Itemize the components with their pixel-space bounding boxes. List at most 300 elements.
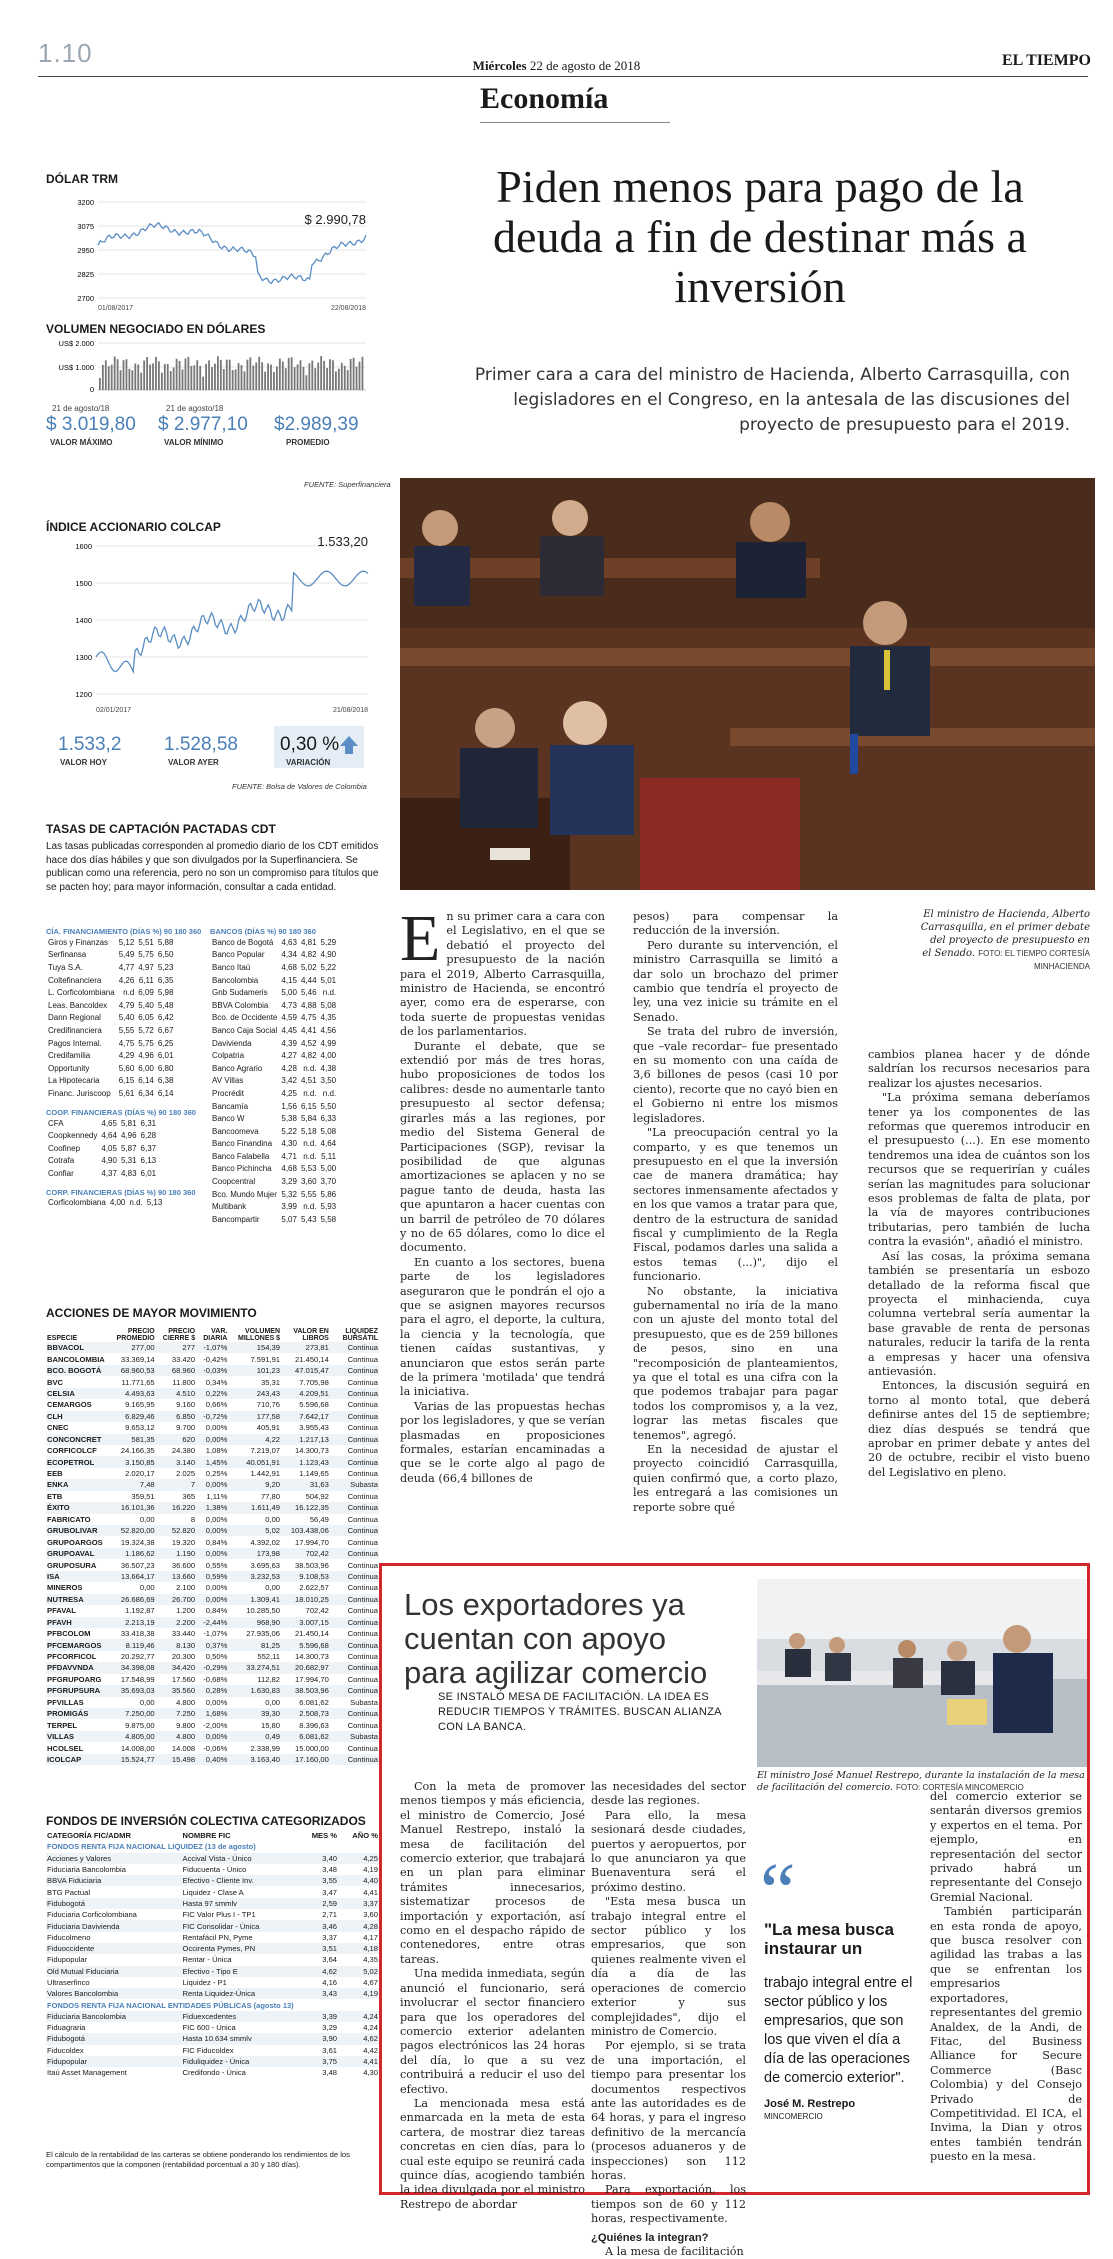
fondos-cell: Credifondo - Única	[182, 2068, 246, 2078]
cdt-row	[46, 1117, 158, 1130]
acciones-cell: 154,39	[228, 1342, 281, 1353]
acciones-cell: 0,00	[139, 1697, 155, 1707]
cdt-row	[46, 1049, 175, 1062]
issue-weekday: Miércoles	[472, 58, 527, 73]
acciones-cell: 31,63	[281, 1479, 330, 1490]
acciones-cell: CEMARGOS	[47, 1400, 92, 1410]
main-photo	[400, 478, 1095, 890]
acciones-cell: 9.800	[176, 1720, 196, 1730]
cdt-entity: Banco Finandina	[212, 1139, 273, 1149]
acciones-cell: -2,00%	[203, 1720, 228, 1730]
fondos-row	[46, 1943, 379, 1954]
acciones-cell: 24.380	[171, 1446, 196, 1456]
cdt-rate: 5,08	[320, 1000, 337, 1010]
cdt-rate: 6,50	[157, 950, 174, 960]
cdt-rate: 5,11	[321, 1151, 337, 1161]
cdt-rate: 4,64	[101, 1131, 117, 1141]
cdt-rate: 3,50	[320, 1076, 337, 1086]
acciones-cell: Continua	[347, 1629, 378, 1639]
acciones-cell: 9.108,53	[281, 1571, 330, 1582]
acciones-cell: 17.160,00	[281, 1754, 330, 1765]
section-title: Economía	[480, 82, 609, 115]
cdt-group-header: BANCOS (DÍAS %) 90 180 360	[210, 927, 316, 936]
volume-bar	[347, 370, 349, 390]
cdt-rate: 6,42	[157, 1013, 174, 1023]
acciones-cell: PROMIGÁS	[46, 1708, 106, 1719]
fondos-cell: 3,37	[322, 1932, 338, 1942]
cdt-left-column	[46, 927, 211, 1209]
acciones-cell: Continua	[330, 1685, 379, 1696]
acciones-cell: 8.119,46	[106, 1639, 156, 1650]
volume-bar	[332, 360, 334, 390]
cdt-rate: 5,22	[320, 962, 337, 972]
acciones-cell: 9.700	[176, 1423, 196, 1433]
colcap-variation-value: 0,30 %	[280, 734, 340, 755]
fondos-cell: Occirenta Pymes, PN	[182, 1943, 298, 1954]
acciones-cell: 0,00%	[205, 1514, 228, 1524]
chart-tick-label: 2700	[77, 294, 94, 303]
fondos-cell: 3,90	[298, 2033, 338, 2044]
fondos-cell: 5,02	[338, 1966, 379, 1977]
cdt-rate: 5,55	[118, 1025, 135, 1035]
fondos-cell: 4,62	[338, 2033, 379, 2044]
acciones-row	[46, 1514, 379, 1525]
acciones-cell: 365	[182, 1491, 196, 1501]
acciones-cell: 3.955,43	[299, 1423, 329, 1433]
volume-bar	[105, 360, 107, 390]
issue-date	[0, 58, 1113, 74]
cdt-rate: 3,70	[320, 1177, 337, 1187]
fondos-cell: 3,48	[322, 2068, 338, 2078]
cdt-row	[46, 1037, 175, 1050]
acciones-cell: 1.442,91	[250, 1469, 281, 1479]
acciones-row	[46, 1742, 379, 1753]
acciones-cell: PFBCOLOM	[47, 1629, 91, 1639]
cdt-rate: 6,31	[140, 1118, 157, 1128]
acciones-row	[46, 1376, 379, 1387]
acciones-row	[46, 1571, 379, 1582]
cdt-rate: 4,96	[138, 1051, 154, 1061]
acciones-cell: 1.309,41	[228, 1594, 281, 1605]
cdt-rate: 4,35	[320, 1013, 337, 1023]
cdt-rate: n.d.	[303, 1151, 317, 1161]
cdt-rate: 4,90	[101, 1156, 117, 1166]
acciones-cell: Continua	[347, 1674, 378, 1684]
volume-bar	[102, 365, 104, 390]
cdt-row	[46, 1142, 158, 1155]
quote-mark-icon: “	[760, 1848, 796, 1936]
fondos-cell: Fidubogotá	[46, 2033, 182, 2044]
box-paragraph: La mencionada mesa está enmarcada en la meta de esta cartera, de mostrar diez tareas concretas en cien días, para lo cual este equipo se reunirá cada quince días, acogiendo también la idea divulgada por el ministro Restrepo de abordar	[400, 2096, 585, 2211]
acciones-cell: 7.591,91	[250, 1354, 281, 1364]
acciones-cell: 1.186,62	[106, 1548, 156, 1559]
volume-bar	[111, 365, 113, 390]
acciones-cell: 273,81	[281, 1342, 330, 1353]
cdt-rate: 5,08	[320, 1126, 337, 1136]
cdt-row	[210, 1138, 338, 1151]
acciones-cell: 277,00	[106, 1342, 156, 1353]
cdt-rate: 5,18	[300, 1126, 317, 1136]
cdt-rate: 4,79	[118, 1000, 135, 1010]
box-paragraph: Por ejemplo, si se trata de una importación, el tiempo para presentar los documentos respectivos ante las autoridades es de 64 horas, y para el ingreso definitivo de la mercancía (procesos aduaneros y de inspecciones) son 112 horas.	[591, 2039, 746, 2182]
fondos-row	[46, 2011, 379, 2022]
cdt-right-column	[210, 927, 380, 1226]
cdt-row	[210, 1087, 338, 1100]
acciones-cell: -0,03%	[196, 1365, 228, 1376]
box-photo	[757, 1579, 1087, 1767]
acciones-cell: Continua	[330, 1708, 379, 1719]
cdt-row	[210, 1175, 338, 1188]
volume-bar	[131, 370, 133, 390]
cdt-rate: 5,32	[281, 1189, 297, 1199]
cdt-rate: 4,83	[120, 1168, 137, 1178]
acciones-cell: 103.438,06	[281, 1525, 330, 1536]
cdt-row	[210, 949, 338, 962]
volume-bar	[173, 368, 175, 390]
section-rule	[480, 122, 670, 123]
trm-avg-value: $2.989,39	[274, 414, 359, 435]
fondos-cell: 4,24	[338, 2011, 379, 2022]
acciones-cell: 33.420	[171, 1354, 196, 1364]
acciones-cell: 40.051,91	[228, 1456, 281, 1467]
chart-tick-label: 2950	[77, 246, 94, 255]
volume-bar	[137, 364, 139, 390]
acciones-row	[46, 1548, 379, 1559]
fondos-cell: 4,40	[338, 1875, 379, 1886]
fondos-cell: 2,71	[322, 1910, 338, 1920]
volume-bar	[247, 360, 249, 390]
cdt-entity: Bco. de Occidente	[212, 1013, 278, 1023]
volumen-chart	[46, 336, 379, 396]
volume-bar	[258, 357, 260, 390]
acciones-cell: 7,48	[106, 1479, 156, 1490]
main-photo-caption-text: El ministro de Hacienda, Alberto Carrasquilla, en el primer debate del proyecto de presupuesto en el Senado.	[920, 909, 1090, 959]
cdt-rate: 5,13	[146, 1198, 163, 1208]
acciones-cell: 15.524,77	[106, 1754, 156, 1765]
volume-bar	[326, 368, 328, 390]
cdt-rate: 4,38	[320, 1063, 337, 1073]
fondos-cell: Fidubogotá	[46, 1898, 182, 1909]
acciones-header-cell: PRECIO CIERRE $	[162, 1328, 196, 1342]
cdt-rate: 4,27	[281, 1051, 297, 1061]
cdt-rate: n.d.	[322, 1088, 337, 1098]
volume-bar	[308, 363, 310, 390]
cdt-rate: 5,58	[320, 1214, 337, 1224]
acciones-cell: ENKA	[46, 1479, 106, 1490]
acciones-cell: 15.498	[156, 1754, 196, 1765]
volumen-title: VOLUMEN NEGOCIADO EN DÓLARES	[46, 322, 266, 336]
cdt-rate: n.d	[123, 988, 135, 998]
acciones-cell: 20.292,77	[120, 1652, 155, 1662]
volume-bar	[155, 357, 157, 390]
box-paragraph: Para ello, la mesa sesionará desde ciudades, puertos y aeropuertos, por lo que anunciaron ya que Buenaventura será el próximo destino.	[591, 1808, 746, 1894]
acciones-cell: 6.829,46	[106, 1411, 156, 1422]
trm-max-label: VALOR MÁXIMO	[50, 438, 113, 447]
fondos-cell: 3,37	[338, 1898, 379, 1909]
cdt-rate: 5,49	[118, 950, 135, 960]
acciones-cell: 38.503,96	[295, 1560, 329, 1570]
acciones-row	[46, 1708, 379, 1719]
main-paragraph: pesos) para compensar la reducción de la inversión.	[633, 910, 838, 938]
acciones-cell: 4.510	[156, 1388, 196, 1399]
acciones-cell: 0,40%	[196, 1754, 228, 1765]
volume-bar	[158, 361, 160, 390]
acciones-cell: 620	[156, 1434, 196, 1445]
cdt-rate: 6,09	[138, 988, 154, 998]
volume-bar	[167, 364, 169, 390]
acciones-cell: 968,90	[228, 1617, 281, 1628]
cdt-rate: 4,90	[320, 950, 337, 960]
volume-bar	[255, 362, 257, 390]
cdt-rate: n.d.	[129, 1198, 143, 1208]
fondos-cell: 3,46	[298, 1920, 338, 1931]
box-paragraph: También participarán en esta ronda de apoyo, que busca resolver con agilidad las trabas a las que se enfrentan los empresarios exportadores, representantes del gremio Analdex, de la Andi, de Fitac, del Business Alliance for Secure Commerce (Basc Colombia) y del Consejo Privado de Competitividad. El ICA, el Invima, la Dian y otros entes también tendrán puesto en la mesa.	[930, 1905, 1082, 2164]
cdt-row	[46, 986, 175, 999]
acciones-cell: 68.960	[156, 1365, 196, 1376]
fondos-cell: Fiduexcedentes	[182, 2011, 298, 2022]
cdt-row	[210, 1200, 338, 1213]
acciones-cell: 1,08%	[205, 1446, 228, 1456]
cdt-rate: 4,52	[300, 1038, 317, 1048]
volume-bar	[320, 356, 322, 390]
fondos-cell: 4,19	[338, 1988, 379, 1999]
cdt-rate: 4,44	[300, 975, 317, 985]
cdt-rate: n.d.	[303, 1088, 317, 1098]
fondos-cell: Fiduciaria Davivienda	[46, 1920, 182, 1931]
volume-bar	[344, 366, 346, 390]
acciones-row	[46, 1697, 379, 1708]
fondos-cell: 4,67	[363, 1978, 378, 1987]
fondos-row	[46, 1966, 379, 1977]
fondos-cell: 3,39	[298, 2011, 338, 2022]
cdt-rate: 5,87	[120, 1143, 137, 1153]
fondos-cell: FIC Fiducoldex	[182, 2045, 234, 2055]
fondos-group-title: FONDOS RENTA FIJA NACIONAL LIQUIDEZ (13 de agosto)	[47, 1842, 256, 1852]
acciones-cell: 2.338,99	[250, 1743, 281, 1753]
cdt-rate: 5,40	[138, 1000, 154, 1010]
cdt-rate: 5,40	[118, 1013, 135, 1023]
cdt-entity: Bancamía	[212, 1101, 249, 1111]
acciones-cell: 0,84%	[205, 1606, 228, 1616]
box-paragraph: Una medida inmediata, según anunció el funcionario, será involucrar el sector financiero para que los operadores del comercio exterior adelanten pagos electrónicos las 24 horas del día, lo que a su vez contribuirá a reducir el uso del efectivo.	[400, 1967, 585, 2096]
cdt-rate: 6,28	[140, 1131, 157, 1141]
svg-text:02/01/2017: 02/01/2017	[96, 707, 132, 714]
acciones-row	[46, 1468, 379, 1479]
cdt-entity: Credifinanciera	[48, 1025, 102, 1035]
cdt-entity: Corficolombiana	[48, 1198, 106, 1208]
fondos-cell: BBVA Fiduciaria	[46, 1875, 182, 1886]
cdt-rate: 5,72	[138, 1025, 154, 1035]
acciones-row	[46, 1582, 379, 1593]
trm-min-label: VALOR MÍNIMO	[164, 438, 224, 447]
cdt-rate: 5,93	[320, 1202, 337, 1212]
fondos-cell: 4,24	[363, 2023, 378, 2033]
acciones-cell: 405,91	[256, 1423, 281, 1433]
fondos-cell: Fiduoccidente	[46, 1943, 182, 1954]
svg-text:01/08/2017: 01/08/2017	[98, 305, 134, 312]
acciones-cell: Continua	[330, 1434, 379, 1445]
acciones-cell: NUTRESA	[46, 1594, 106, 1605]
box-photo-credit: FOTO: CORTESÍA MINCOMERCIO	[895, 1783, 1024, 1792]
acciones-cell: ICOLCAP	[46, 1754, 106, 1765]
acciones-cell: 1,45%	[196, 1456, 228, 1467]
pull-quote-author: José M. Restrepo	[764, 2098, 856, 2110]
acciones-cell: Continua	[330, 1502, 379, 1513]
acciones-cell: PFVILLAS	[47, 1697, 84, 1707]
volume-bar	[306, 375, 308, 390]
acciones-cell: 16.220	[156, 1502, 196, 1513]
fondos-cell: Efectivo - Cliente Inv.	[182, 1875, 298, 1886]
acciones-cell: 33.440	[171, 1629, 196, 1639]
main-paragraph: Entonces, la discusión seguirá en torno al monto total, que deberá definirse antes del 15 de septiembre; diez días después se tendrá que aprobar en primer debate y antes del 20 de octubre, recibir el visto bueno del Legislativo en pleno.	[868, 1379, 1090, 1479]
fondos-cell: Acciones y Valores	[46, 1853, 182, 1864]
cdt-row	[210, 1213, 338, 1226]
cdt-rate: 5,75	[138, 950, 154, 960]
cdt-rate: 4,99	[320, 1038, 337, 1048]
fondos-row	[46, 1898, 379, 1909]
fondos-row	[46, 1977, 379, 1988]
volume-bar	[341, 363, 343, 390]
colcap-yesterday-value: 1.528,58	[164, 734, 238, 755]
pull-quote-role: MINCOMERCIO	[764, 2112, 823, 2121]
cdt-row	[210, 961, 338, 974]
acciones-cell: 35.560	[156, 1685, 196, 1696]
acciones-cell: -0,68%	[203, 1674, 228, 1684]
cdt-rate: 3,42	[281, 1076, 297, 1086]
acciones-row	[46, 1594, 379, 1605]
box-photo-caption-text: El ministro José Manuel Restrepo, durante la instalación de la mesa de facilitación del comercio.	[757, 1770, 1085, 1793]
cdt-entity: Credifamilia	[48, 1051, 91, 1061]
acciones-cell: 20.682,97	[281, 1662, 330, 1673]
cdt-rate: 5,84	[300, 1114, 317, 1124]
cdt-entity: Banco Pichincha	[212, 1164, 272, 1174]
acciones-cell: 6.081,62	[281, 1731, 330, 1742]
cdt-entity: Leas. Bancoldex	[48, 1000, 108, 1010]
fondos-cell: 3,40	[298, 1853, 338, 1864]
cdt-rate: 6,05	[138, 1013, 154, 1023]
acciones-row	[46, 1502, 379, 1513]
cdt-rate: 5,50	[320, 1101, 337, 1111]
acciones-row	[46, 1719, 379, 1730]
volume-bar	[123, 360, 125, 390]
acciones-row	[46, 1353, 379, 1364]
box-column-2	[591, 1780, 746, 2258]
fondos-cell: 3,51	[298, 1943, 338, 1954]
cdt-row	[46, 1197, 164, 1210]
acciones-cell: Continua	[347, 1720, 378, 1730]
acciones-row	[46, 1456, 379, 1467]
acciones-cell: 17.994,70	[295, 1674, 329, 1684]
acciones-cell: 5,02	[228, 1525, 281, 1536]
acciones-header-cell: VAR. DIARIA	[203, 1328, 228, 1342]
acciones-row	[46, 1445, 379, 1456]
acciones-cell: 4.800	[176, 1697, 196, 1707]
volume-bar	[241, 365, 243, 390]
acciones-cell: 10.285,50	[246, 1606, 281, 1616]
cdt-rate: 4,28	[281, 1063, 297, 1073]
fondos-cell: 2,59	[298, 1898, 338, 1909]
cdt-entity: Bancompartir	[212, 1214, 260, 1224]
cdt-entity: Gnb Sudameris	[212, 988, 268, 998]
cdt-rate: 4,82	[300, 950, 317, 960]
box-paragraph: "Esta mesa busca un trabajo integral entre el sector público y los empresarios, que son quienes realmente viven el día a día de las operaciones de comercio exterior y sus complejidades", dijo el ministro de Comercio.	[591, 1895, 746, 2038]
box-headline: Los exportadores ya cuentan con apoyo para agilizar comercio	[404, 1587, 708, 1690]
acciones-cell: BBVACOL	[46, 1342, 106, 1353]
acciones-cell: 17.994,70	[295, 1537, 329, 1547]
fondos-header-row	[46, 1830, 379, 1841]
fondos-cell: FIC Valor Plus I - TP1	[182, 1910, 256, 1920]
volume-bar	[214, 364, 216, 390]
acciones-cell: 27.935,06	[246, 1629, 281, 1639]
fondos-header-cell: NOMBRE FIC	[182, 1831, 231, 1841]
chart-tick-label: 3200	[77, 198, 94, 207]
acciones-cell: Subasta	[350, 1697, 378, 1707]
cdt-group-header: COOP. FINANCIERAS (DÍAS %) 90 180 360	[46, 1107, 196, 1117]
header-rule	[38, 76, 1088, 77]
cdt-rate: 4,63	[281, 937, 297, 947]
cdt-rate: 4,41	[300, 1025, 317, 1035]
acciones-cell: Continua	[347, 1652, 378, 1662]
volume-bar	[161, 373, 163, 390]
acciones-cell: 20.300	[171, 1652, 196, 1662]
cdt-rate: 4,82	[300, 1051, 317, 1061]
acciones-cell: 0,00	[265, 1697, 281, 1707]
acciones-cell: 52.820,00	[106, 1525, 156, 1536]
acciones-cell: 1.123,43	[281, 1456, 330, 1467]
box-paragraph: Para exportación, los tiempos son de 60 y 112 horas, respectivamente.	[591, 2183, 746, 2226]
colcap-variation-label: VARIACIÓN	[286, 758, 331, 767]
acciones-cell: 112,82	[257, 1674, 281, 1684]
main-headline: Piden menos para pago de la deuda a fin de destinar más a inversión	[493, 161, 1027, 312]
acciones-cell: 68.960,53	[106, 1365, 156, 1376]
acciones-cell: 15,80	[261, 1720, 281, 1730]
acciones-cell: -0,06%	[203, 1743, 228, 1753]
fondos-cell: FIC Consolidar - Única	[182, 1920, 298, 1931]
cdt-row	[46, 961, 175, 974]
volume-bar	[140, 373, 142, 390]
acciones-cell: GRUPOAVAL	[46, 1548, 106, 1559]
acciones-cell: 47.015,47	[281, 1365, 330, 1376]
acciones-cell: FABRICATO	[47, 1514, 91, 1524]
cdt-rate: 4,73	[281, 1000, 297, 1010]
acciones-cell: 0,00%	[205, 1697, 228, 1707]
box-subhead: ¿Quiénes la integran?	[591, 2231, 709, 2244]
volume-bar	[350, 359, 352, 390]
main-column-2	[633, 910, 838, 1550]
cdt-rate: 6,25	[157, 1038, 174, 1048]
fondos-cell: Old Mutual Fiduciaria	[46, 1966, 182, 1977]
acciones-row	[46, 1628, 379, 1639]
cdt-row	[46, 1012, 175, 1025]
main-paragraph: "La próxima semana deberíamos tener ya los componentes de las reformas que queremos introducir en el presupuesto (...). En ese momento tendremos una idea de cuántos son los recursos que se requerirían y cuáles serían las magnitudes para solucionar esos problemas de falta de plata, por la vía de mayores contribuciones tributarias, pero también de lucha contra la evasión", añadió el ministro.	[868, 1091, 1090, 1249]
cdt-rate: 5,51	[138, 937, 154, 947]
vol-tick-zero: 0	[89, 385, 94, 394]
acciones-cell: 6.081,62	[299, 1697, 329, 1707]
fondos-row	[46, 1875, 379, 1886]
fondos-cell: 4,28	[338, 1920, 379, 1931]
cdt-row	[210, 1112, 338, 1125]
acciones-cell: Continua	[347, 1423, 378, 1433]
acciones-cell: 6.850	[156, 1411, 196, 1422]
volume-bar	[143, 360, 145, 390]
cdt-row	[210, 1150, 338, 1163]
volume-bar	[229, 360, 231, 390]
acciones-cell: ECOPETROL	[46, 1456, 106, 1467]
acciones-cell: 243,43	[228, 1388, 281, 1399]
fondos-cell: BTG Pactual	[47, 1887, 91, 1897]
volume-bar	[362, 357, 364, 390]
main-paragraph: En cuanto a los sectores, buena parte de los legisladores aseguraron que le pondrán el ojo a que se asignen mayores recursos para el agro, el deporte, la cultura, la ciencia y la tecnología, que tienen caídas sustantivas, y anunciaron que estos serán parte de la primera 'motilada' que tendrá la iniciativa.	[400, 1255, 605, 1399]
